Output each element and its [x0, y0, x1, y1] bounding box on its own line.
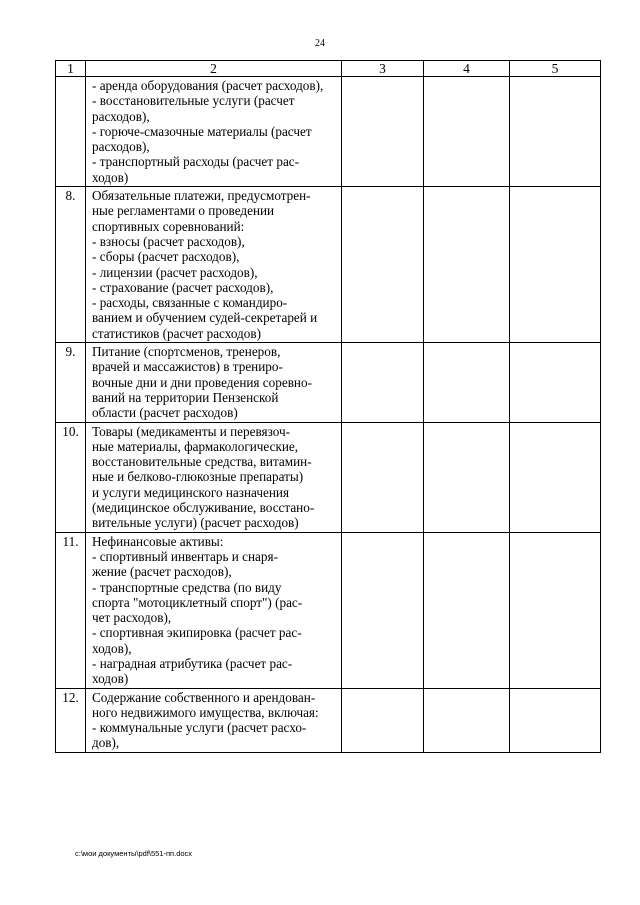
- page-number: 24: [315, 38, 325, 49]
- description-line: дов),: [92, 735, 120, 751]
- empty-cell-col-4: [424, 77, 510, 187]
- header-cell: 4: [424, 61, 510, 77]
- description-line: - транспортные средства (по виду: [92, 579, 282, 595]
- empty-cell-col-3: [342, 422, 424, 532]
- description-line: - восстановительные услуги (расчет: [92, 93, 295, 109]
- description-cell: [86, 77, 342, 187]
- empty-cell-col-3: [342, 77, 424, 187]
- empty-cell-col-3: [342, 532, 424, 688]
- description-line: вительные услуги) (расчет расходов): [92, 515, 299, 531]
- empty-cell-col-5: [510, 343, 601, 422]
- description-cell: [86, 532, 342, 688]
- description-line: - горюче-смазочные материалы (расчет: [92, 123, 312, 139]
- empty-cell-col-3: [342, 343, 424, 422]
- row-number-cell: 8.: [56, 187, 86, 343]
- description-line: - наградная атрибутика (расчет рас-: [92, 655, 293, 671]
- empty-cell-col-5: [510, 187, 601, 343]
- empty-cell-col-4: [424, 532, 510, 688]
- description-line: области (расчет расходов): [92, 405, 238, 421]
- description-line: Питание (спортсменов, тренеров,: [92, 344, 281, 360]
- description-line: - аренда оборудования (расчет расходов),: [92, 78, 324, 93]
- description-line: ходов): [92, 671, 129, 687]
- empty-cell-col-4: [424, 187, 510, 343]
- row-number-cell: 10.: [56, 422, 86, 532]
- description-line: расходов),: [92, 139, 150, 155]
- description-line: жение (расчет расходов),: [92, 564, 232, 580]
- description-line: чет расходов),: [92, 610, 172, 626]
- empty-cell-col-3: [342, 688, 424, 752]
- description-line: спорта "мотоциклетный спорт") (рас-: [92, 594, 303, 610]
- empty-cell-col-5: [510, 688, 601, 752]
- table-row: [56, 77, 601, 187]
- table-row: [56, 688, 601, 752]
- header-cell: 3: [342, 61, 424, 77]
- file-path-footer: c:\мои документы\pdf\551-пп.docx: [75, 849, 193, 858]
- description-cell: [86, 187, 342, 343]
- description-cell: [86, 688, 342, 752]
- description-line: статистиков (расчет расходов): [92, 325, 261, 341]
- description-line: ные материалы, фармакологические,: [92, 438, 299, 454]
- description-cell: [86, 343, 342, 422]
- description-line: спортивных соревнований:: [92, 218, 245, 234]
- description-line: - страхование (расчет расходов),: [92, 279, 274, 295]
- header-cell: 2: [86, 61, 342, 77]
- description-line: вочные дни и дни проведения соревно-: [92, 374, 312, 390]
- row-number-cell: 11.: [56, 532, 86, 688]
- row-number-cell: 9.: [56, 343, 86, 422]
- empty-cell-col-5: [510, 77, 601, 187]
- table-row: [56, 343, 601, 422]
- description-line: (медицинское обслуживание, восстано-: [92, 500, 315, 516]
- empty-cell-col-5: [510, 532, 601, 688]
- description-line: - спортивная экипировка (расчет рас-: [92, 625, 302, 641]
- description-line: - расходы, связанные с командиро-: [92, 295, 288, 311]
- description-line: врачей и массажистов) в трениро-: [92, 359, 283, 375]
- empty-cell-col-4: [424, 688, 510, 752]
- description-line: ваний на территории Пензенской: [92, 389, 279, 405]
- budget-table: [55, 60, 601, 753]
- description-line: - транспортный расходы (расчет рас-: [92, 154, 300, 170]
- description-line: - взносы (расчет расходов),: [92, 233, 245, 249]
- description-line: Содержание собственного и арендован-: [92, 689, 316, 705]
- description-line: - лицензии (расчет расходов),: [92, 264, 258, 280]
- empty-cell-col-5: [510, 422, 601, 532]
- description-line: восстановительные средства, витамин-: [92, 454, 312, 470]
- row-number-cell: [56, 77, 86, 187]
- description-line: ного недвижимого имущества, включая:: [92, 704, 319, 720]
- description-line: - сборы (расчет расходов),: [92, 249, 240, 265]
- description-line: ные и белково-глюкозные препараты): [92, 469, 304, 485]
- description-line: Нефинансовые активы:: [92, 533, 224, 549]
- description-line: - спортивный инвентарь и снаря-: [92, 548, 278, 564]
- empty-cell-col-4: [424, 422, 510, 532]
- description-line: ные регламентами о проведении: [92, 203, 275, 219]
- description-line: - коммунальные услуги (расчет расхо-: [92, 720, 307, 736]
- description-line: ходов),: [92, 640, 132, 656]
- header-cell: 5: [510, 61, 601, 77]
- row-number-cell: 12.: [56, 688, 86, 752]
- description-line: ванием и обучением судей-секретарей и: [92, 310, 318, 326]
- table-row: [56, 532, 601, 688]
- description-line: расходов),: [92, 108, 150, 124]
- table-header-row: [56, 61, 601, 77]
- table-row: [56, 187, 601, 343]
- description-line: Обязательные платежи, предусмотрен-: [92, 188, 311, 204]
- table-row: [56, 422, 601, 532]
- header-cell: 1: [56, 61, 86, 77]
- description-line: ходов): [92, 169, 129, 185]
- description-cell: [86, 422, 342, 532]
- description-line: и услуги медицинского назначения: [92, 484, 290, 500]
- empty-cell-col-3: [342, 187, 424, 343]
- description-line: Товары (медикаменты и перевязоч-: [92, 423, 290, 439]
- empty-cell-col-4: [424, 343, 510, 422]
